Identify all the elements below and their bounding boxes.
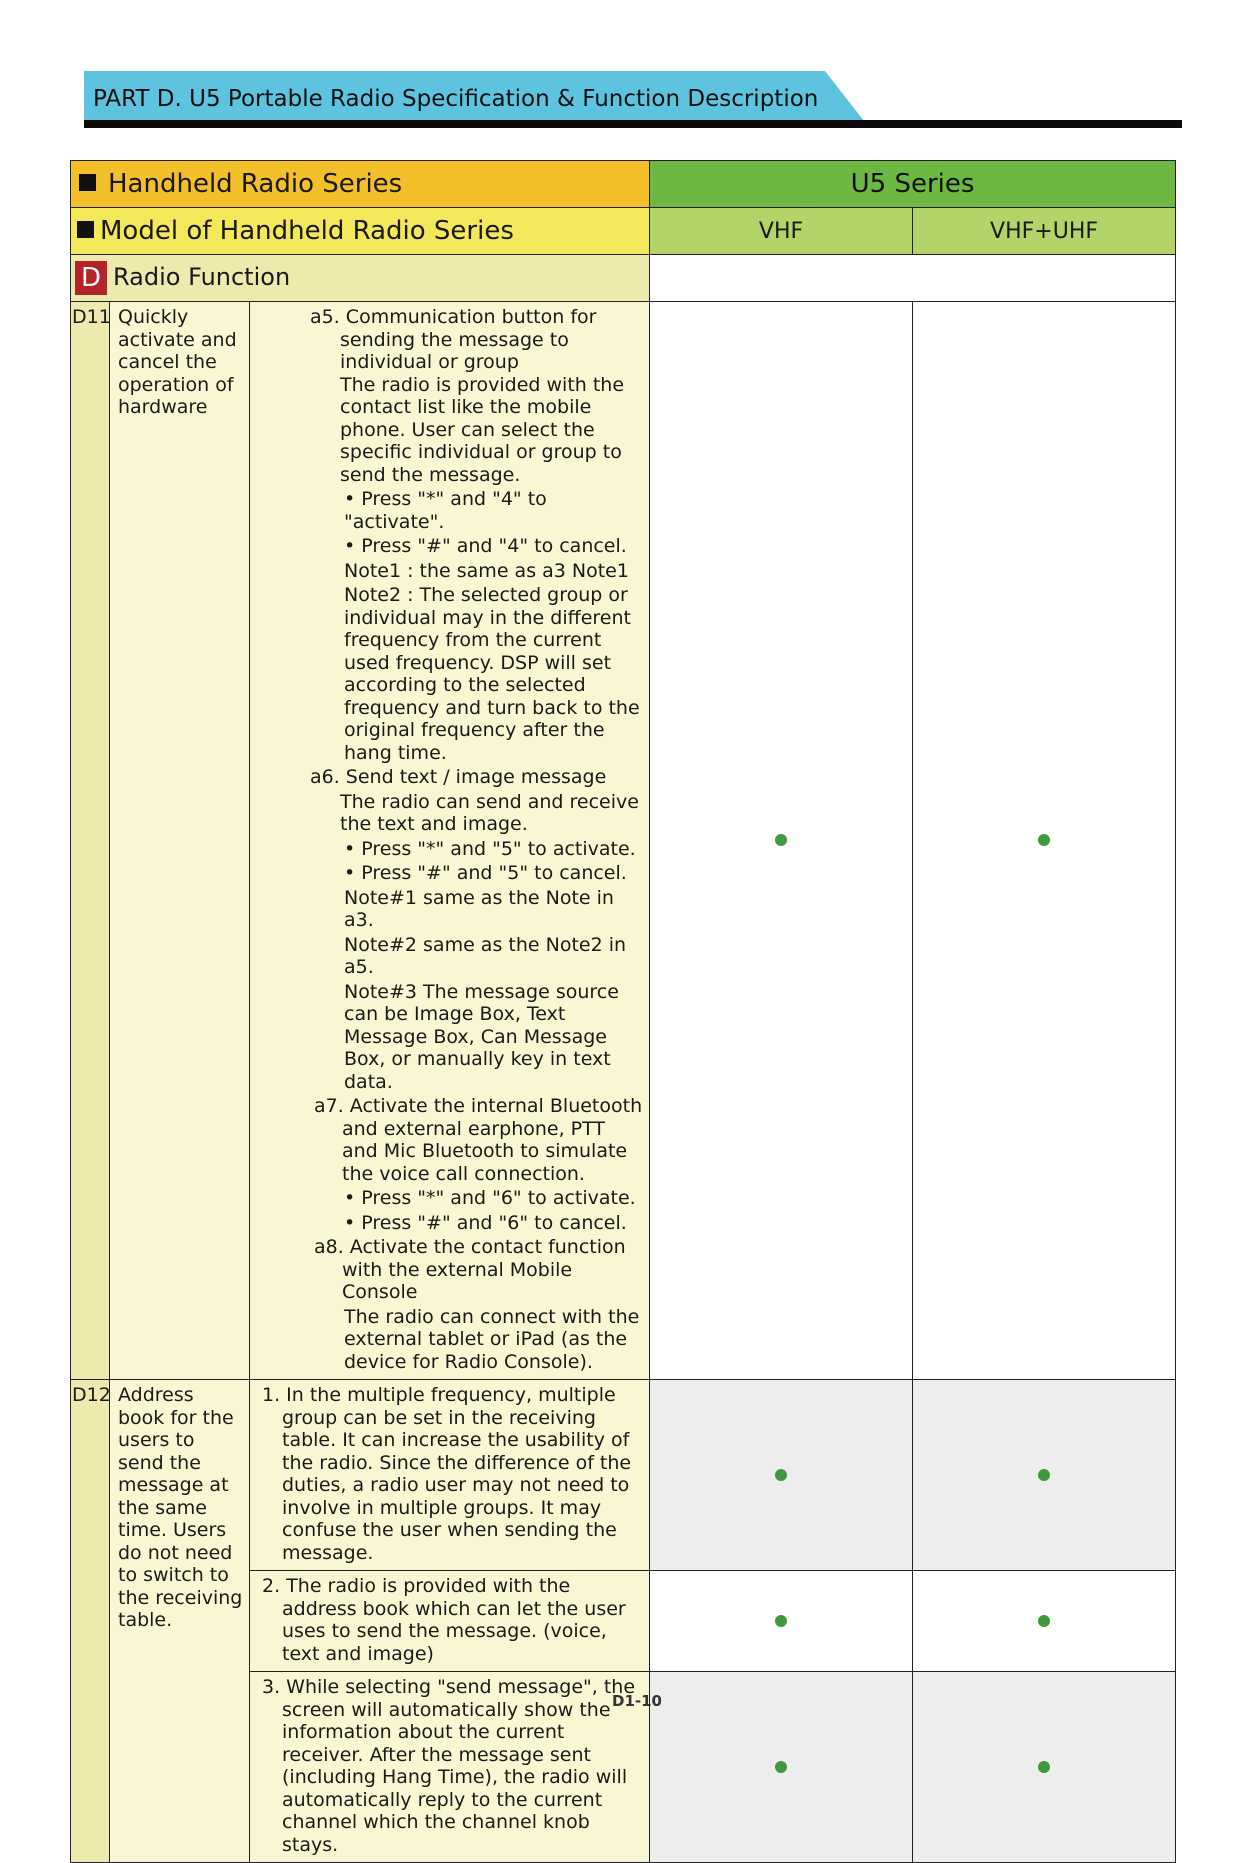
series-label: Handheld Radio Series bbox=[108, 169, 403, 199]
d12-1-vhf-uhf-cell bbox=[913, 1380, 1176, 1571]
d12-3-vhf-cell bbox=[650, 1672, 913, 1863]
row-description bbox=[250, 302, 650, 1380]
spec-table bbox=[70, 160, 1176, 1863]
a6-bullet-1: • Press "*" and "5" to activate. bbox=[344, 837, 636, 860]
d12-1-vhf-cell bbox=[650, 1380, 913, 1571]
row-id: D12 bbox=[71, 1380, 110, 1863]
row-description bbox=[250, 1571, 650, 1672]
a8-line-2: with the external Mobile Console bbox=[342, 1258, 573, 1303]
supported-dot-icon bbox=[775, 1469, 787, 1481]
a7-bullet-1: • Press "*" and "6" to activate. bbox=[344, 1187, 636, 1209]
a6-note-2: Note#2 same as the Note2 in a5. bbox=[344, 933, 627, 978]
a6-title: a6. Send text / image message bbox=[310, 766, 607, 788]
table-row-d11 bbox=[71, 302, 1176, 1380]
supported-dot-icon bbox=[1038, 1761, 1050, 1773]
section-empty-cell bbox=[650, 255, 1176, 302]
supported-dot-icon bbox=[775, 834, 787, 846]
supported-dot-icon bbox=[775, 1761, 787, 1773]
a5-bullet-2: • Press "#" and "4" to cancel. bbox=[344, 535, 627, 557]
a5-line-2: sending the message to bbox=[340, 328, 569, 351]
a5-line-3: individual or group bbox=[340, 351, 519, 373]
d12-item-2: 2. The radio is provided with the address book which can let the user uses to send the message. (voice, text and image) bbox=[262, 1575, 626, 1665]
a5-bullet-1: • Press "*" and "4" to "activate". bbox=[344, 488, 547, 533]
row-description bbox=[250, 1380, 650, 1571]
a8-title: a8. Activate the contact function bbox=[314, 1236, 626, 1258]
supported-dot-icon bbox=[1038, 1615, 1050, 1627]
d12-3-vhf-uhf-cell bbox=[913, 1672, 1176, 1863]
model-row bbox=[71, 208, 1176, 255]
a6-bullet-2: • Press "#" and "5" to cancel. bbox=[344, 862, 627, 884]
series-value: U5 Series bbox=[650, 161, 1176, 208]
a6-note-3: Note#3 The message source can be Image Box, Text Message Box, Can Message Box, or manually key in text data. bbox=[344, 980, 619, 1093]
page-number: D1-10 bbox=[612, 1692, 662, 1710]
row-name: Address book for the users to send the message at the same time. Users do not need to switch to the receiving table. bbox=[110, 1380, 250, 1863]
a6-description: The radio can send and receive the text and image. bbox=[340, 790, 639, 835]
a7-bullet-2: • Press "#" and "6" to cancel. bbox=[344, 1211, 627, 1234]
column-header-vhf: VHF bbox=[650, 208, 913, 255]
row-description bbox=[250, 1672, 650, 1863]
model-label-cell bbox=[71, 208, 650, 255]
a5-title: a5. Communication button for bbox=[310, 306, 597, 328]
d12-item-1: 1. In the multiple frequency, multiple group can be set in the receiving table. It can increase the usability of the radio. Since the difference of the duties, a radio user may not need to involve in multiple groups. It may confuse the user when sending the message. bbox=[262, 1384, 632, 1564]
page-title: PART D. U5 Portable Radio Specification & Function Description bbox=[93, 86, 819, 112]
a7-title: a7. Activate the internal Bluetooth bbox=[314, 1095, 643, 1117]
series-row bbox=[71, 161, 1176, 208]
column-header-vhf-uhf: VHF+UHF bbox=[913, 208, 1176, 255]
model-label: Model of Handheld Radio Series bbox=[100, 216, 514, 246]
a7-description: and external earphone, PTT and Mic Bluetooth to simulate the voice call connection. bbox=[342, 1117, 628, 1185]
a8-description: The radio can connect with the external tablet or iPad (as the device for Radio Console). bbox=[344, 1305, 640, 1373]
section-label: Radio Function bbox=[113, 263, 291, 291]
d11-vhf-uhf-cell bbox=[913, 302, 1176, 1380]
d11-vhf-cell bbox=[650, 302, 913, 1380]
a5-description: The radio is provided with the contact list like the mobile phone. User can select the specific individual or group to send the message. bbox=[340, 373, 625, 486]
supported-dot-icon bbox=[775, 1615, 787, 1627]
section-label-cell bbox=[71, 255, 650, 302]
d12-2-vhf-cell bbox=[650, 1571, 913, 1672]
section-row bbox=[71, 255, 1176, 302]
a6-note-1: Note#1 same as the Note in a3. bbox=[344, 886, 614, 931]
series-label-cell bbox=[71, 161, 650, 208]
row-id: D11 bbox=[71, 302, 110, 1380]
section-badge: D bbox=[75, 261, 107, 295]
square-bullet-icon bbox=[79, 174, 96, 191]
table-row-d12-1 bbox=[71, 1380, 1176, 1571]
row-name: Quickly activate and cancel the operation of hardware bbox=[110, 302, 250, 1380]
supported-dot-icon bbox=[1038, 1469, 1050, 1481]
a5-note-2: Note2 : The selected group or individual may in the different frequency from the current used frequency. DSP will set according to the selected frequency and turn back to the original frequency after the hang time. bbox=[344, 584, 640, 764]
d12-item-3: 3. While selecting "send message", the screen will automatically show the information about the current receiver. After the message sent (including Hang Time), the radio will automatically reply to the current channel which the channel knob stays. bbox=[262, 1676, 636, 1856]
supported-dot-icon bbox=[1038, 834, 1050, 846]
a5-note-1: Note1 : the same as a3 Note1 bbox=[344, 559, 629, 582]
header-rule bbox=[84, 120, 1182, 128]
d12-2-vhf-uhf-cell bbox=[913, 1571, 1176, 1672]
square-bullet-icon bbox=[77, 221, 94, 238]
